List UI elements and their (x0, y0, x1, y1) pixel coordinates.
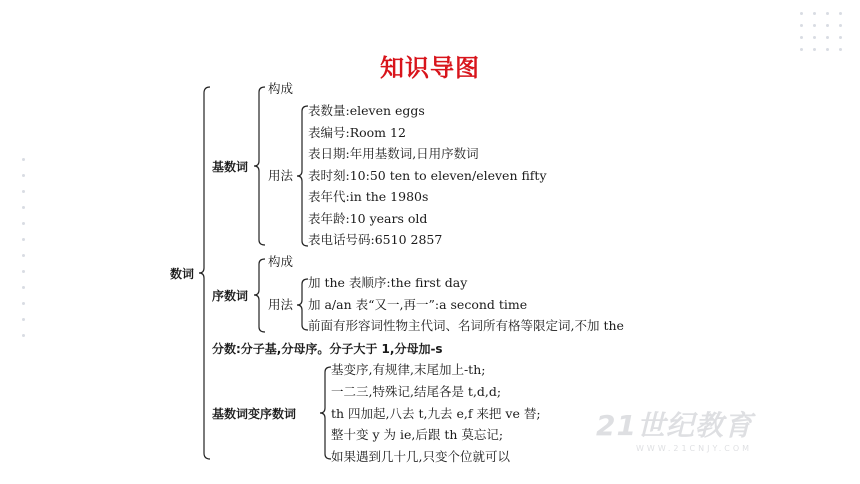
cardinal-usage-item: 表年龄:10 years old (308, 211, 428, 226)
ordinal-formation: 构成 (268, 254, 294, 269)
ordinal-usage-item: 前面有形容词性物主代词、名词所有格等限定词,不加 the (308, 318, 624, 333)
watermark-url: WWW.21CNJY.COM (636, 444, 753, 453)
cardinal-usage-item: 表数量:eleven eggs (308, 103, 425, 118)
cardinal-usage-item: 表年代:in the 1980s (308, 189, 429, 204)
cardinal-to-ordinal-label: 基数词变序数词 (212, 407, 297, 421)
cardinal-usage-brace (297, 106, 308, 246)
cardinal-formation: 构成 (268, 81, 294, 96)
cardinal-usage-item: 表日期:年用基数词,日用序数词 (308, 146, 479, 161)
cardinal-label: 基数词 (212, 160, 249, 174)
watermark-logo (596, 404, 753, 453)
cardinal-usage-label: 用法 (268, 168, 294, 183)
cardinal-usage-item: 表时刻:10:50 ten to eleven/eleven fifty (308, 168, 547, 183)
rules-brace (320, 367, 331, 459)
fraction-rule: 分数:分子基,分母序。分子大于 1,分母加-s (212, 342, 443, 356)
ordinal-usage-item: 加 the 表顺序:the first day (308, 275, 468, 290)
conversion-rule: 一二三,特殊记,结尾各是 t,d,d; (331, 384, 502, 399)
ordinal-usage-item: 加 a/an 表“又一,再一”:a second time (308, 297, 528, 312)
conversion-rule: th 四加起,八去 t,九去 e,f 来把 ve 替; (331, 406, 541, 421)
root-brace (199, 87, 210, 459)
conversion-rule: 如果遇到几十几,只变个位就可以 (331, 449, 510, 464)
cardinal-usage-item: 表电话号码:6510 2857 (308, 232, 443, 247)
ordinal-usage-brace (297, 279, 308, 330)
watermark-brand: 21世纪教育 (596, 409, 753, 442)
conversion-rule: 整十变 y 为 ie,后跟 th 莫忘记; (331, 427, 504, 442)
page-title: 知识导图 (380, 54, 480, 82)
cardinal-brace (254, 87, 265, 245)
ordinal-label: 序数词 (212, 289, 249, 303)
ordinal-usage-label: 用法 (268, 297, 294, 312)
ordinal-brace (254, 259, 265, 332)
cardinal-usage-item: 表编号:Room 12 (308, 125, 406, 140)
root-label: 数词 (170, 267, 195, 281)
conversion-rule: 基变序,有规律,末尾加上-th; (331, 362, 486, 377)
